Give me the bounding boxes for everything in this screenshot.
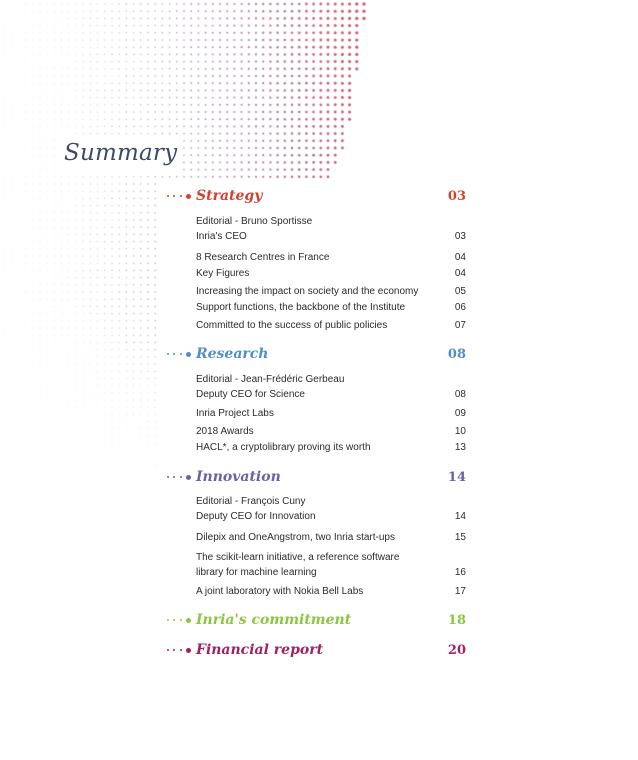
toc-entry-title: [196, 440, 436, 455]
toc-entry-page-number: 10: [454, 426, 466, 437]
toc-entry-page-number: 08: [454, 389, 466, 400]
section-title: Innovation: [196, 469, 281, 485]
toc-entry-page-number: 16: [454, 567, 466, 578]
section-page-number: 08: [447, 346, 466, 362]
toc-entry[interactable]: [196, 584, 466, 599]
toc-entry-line: Committed to the success of public policies: [196, 320, 388, 331]
toc-entry-title: [196, 494, 436, 524]
toc-entry-page-number: 06: [454, 302, 466, 313]
section-bullet-innovation: [167, 467, 191, 487]
toc-entry-line: Dilepix and OneAngstrom, two Inria start-ups: [196, 532, 395, 543]
toc-entry-line: Deputy CEO for Science: [196, 389, 305, 400]
toc-entry-title: [196, 318, 436, 333]
section-bullet-strategy: [167, 186, 191, 206]
toc-entry-title: [196, 300, 436, 315]
toc-entry-title: [196, 372, 436, 402]
toc-entry[interactable]: [196, 424, 466, 439]
toc-entry-page-number: 13: [454, 442, 466, 453]
section-title: Financial report: [196, 642, 324, 658]
section-bullet-financial: [167, 640, 191, 660]
toc-entry-line: 2018 Awards: [196, 426, 254, 437]
toc-entry-title: [196, 266, 436, 281]
toc-entry-page-number: 14: [454, 511, 466, 522]
toc-entry-line: Editorial - Bruno Sportisse: [196, 216, 313, 227]
toc-entry-line: Increasing the impact on society and the economy: [196, 286, 419, 297]
section-heading-commitment[interactable]: [196, 610, 466, 630]
toc-entry-page-number: 09: [454, 408, 466, 419]
toc-entry-page-number: 07: [454, 320, 466, 331]
toc-entry-title: [196, 406, 436, 421]
toc-entry-line: Key Figures: [196, 268, 250, 279]
section-page-number: 03: [447, 188, 466, 204]
toc-entry[interactable]: [196, 250, 466, 265]
section-heading-strategy[interactable]: [196, 186, 466, 206]
toc-entry-title: [196, 530, 436, 545]
toc-entry-title: [196, 424, 436, 439]
section-bullet-research: [167, 344, 191, 364]
toc-entry[interactable]: [196, 372, 466, 402]
toc-entry-line: 8 Research Centres in France: [196, 252, 330, 263]
toc-entry-line: Inria's CEO: [196, 231, 247, 242]
toc-entry-title: [196, 584, 436, 599]
toc-entry-page-number: 17: [454, 586, 466, 597]
toc-entry[interactable]: [196, 494, 466, 524]
toc-entry[interactable]: [196, 440, 466, 455]
section-page-number: 14: [447, 469, 466, 485]
toc-entry-line: HACL*, a cryptolibrary proving its worth: [196, 442, 371, 453]
section-title: Strategy: [196, 188, 263, 204]
toc-entry[interactable]: [196, 530, 466, 545]
toc-entry[interactable]: [196, 284, 466, 299]
toc-entry-page-number: 05: [454, 286, 466, 297]
section-title: Research: [196, 346, 269, 362]
toc-entry-line: Editorial - François Cuny: [196, 496, 306, 507]
toc-entry[interactable]: [196, 406, 466, 421]
toc-entry-line: library for machine learning: [196, 567, 317, 578]
section-title: Inria's commitment: [196, 612, 352, 628]
page-title: Summary: [64, 140, 178, 166]
toc-entry[interactable]: [196, 318, 466, 333]
toc-entry-title: [196, 250, 436, 265]
toc-entry-page-number: 04: [454, 268, 466, 279]
section-heading-research[interactable]: [196, 344, 466, 364]
toc-entry-line: The scikit-learn initiative, a reference software: [196, 552, 400, 563]
toc-entry-line: A joint laboratory with Nokia Bell Labs: [196, 586, 364, 597]
toc-entry-title: [196, 550, 436, 580]
toc-entry-page-number: 03: [454, 231, 466, 242]
toc-entry-page-number: 04: [454, 252, 466, 263]
toc-entry[interactable]: [196, 550, 466, 580]
section-page-number: 18: [447, 612, 466, 628]
section-heading-financial[interactable]: [196, 640, 466, 660]
toc-entry-line: Inria Project Labs: [196, 408, 274, 419]
section-heading-innovation[interactable]: [196, 467, 466, 487]
toc-entry-title: [196, 284, 436, 299]
toc-entry-line: Support functions, the backbone of the Institute: [196, 302, 406, 313]
toc-entry-line: Editorial - Jean-Frédéric Gerbeau: [196, 374, 345, 385]
toc-entry[interactable]: [196, 266, 466, 281]
toc-entry[interactable]: [196, 214, 466, 244]
toc-entry[interactable]: [196, 300, 466, 315]
toc-entry-title: [196, 214, 436, 244]
section-bullet-commitment: [167, 610, 191, 630]
section-page-number: 20: [447, 642, 466, 658]
toc-entry-line: Deputy CEO for Innovation: [196, 511, 316, 522]
toc-entry-page-number: 15: [454, 532, 466, 543]
